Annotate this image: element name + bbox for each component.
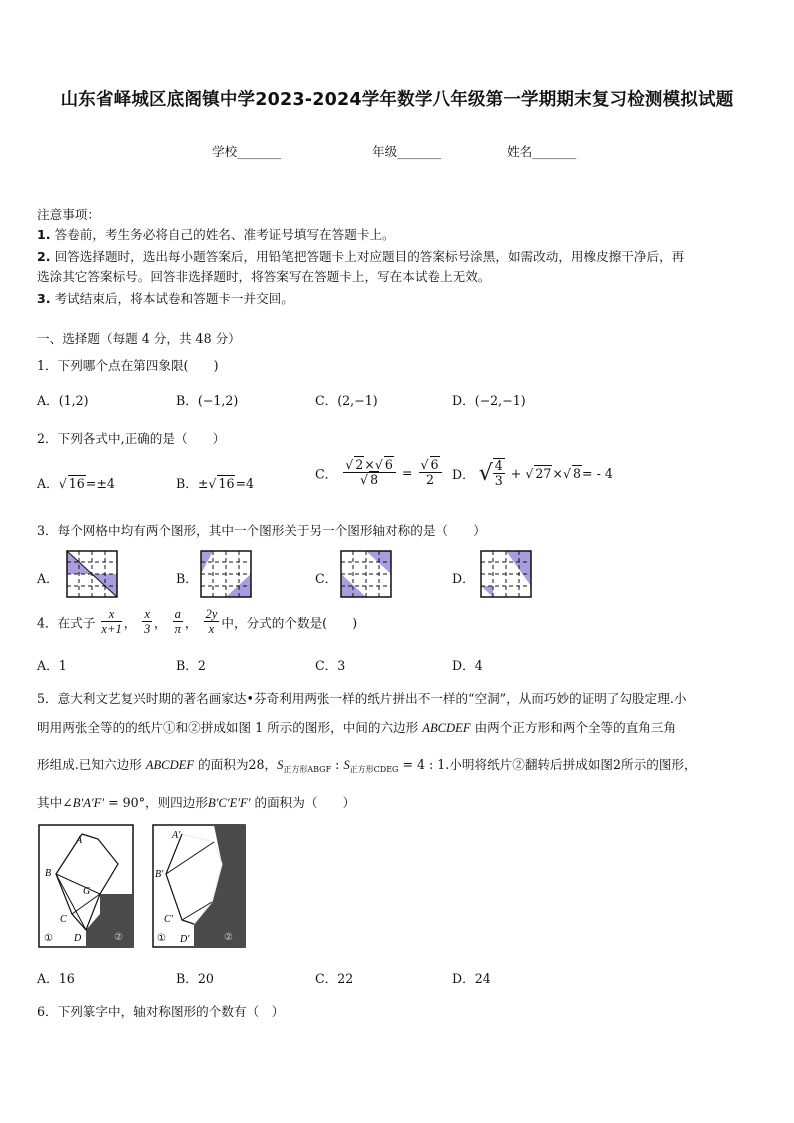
notes-heading: 注意事项： (37, 207, 100, 222)
page-title: 山东省峄城区底阁镇中学2023-2024学年数学八年级第一学期期末复习检测模拟试题 (60, 90, 734, 110)
note-1-text: 答卷前，考生务必将自己的姓名、准考证号填写在答题卡上。 (54, 227, 395, 242)
q5-line-3: 形组成.已知六边形 ABCDEF 的面积为28，$S_{正方形ABGF}$ : $S_{正方形CDEG} = 4$ : 1.小明将纸片②翻转后拼成如图2所示的图形， (37, 757, 697, 774)
q5-option-c: C．22 (315, 971, 354, 986)
q4-option-c: C．3 (315, 658, 346, 673)
fig1-label-2: ② (114, 932, 123, 943)
q5-line-4: 其中∠B′A′F′ = 90°，则四边形B′C′E′F′ 的面积为（ ） (37, 795, 356, 810)
q1-c-value: (2,−1) (337, 393, 378, 408)
name-field: 姓名_______ (507, 144, 577, 159)
q3-grid-c (340, 550, 392, 598)
q5-option-a: A．16 (37, 971, 75, 986)
q2-option-b: B．±√ 16=4 (176, 476, 255, 491)
q2-option-d: D． √ $\frac{4}{3}$ + √ 27×√ 8= - 4 (452, 458, 613, 489)
q3-grid-d (480, 550, 532, 598)
q3-option-b-label: B． (176, 571, 198, 586)
note-1 (37, 224, 395, 243)
q5-figure-2 (152, 824, 246, 948)
q1-d-value: (−2,−1) (474, 393, 526, 408)
grid-d-shape-2 (481, 586, 493, 597)
q1-option-b: B．(−1,2) (176, 393, 239, 408)
note-2-text: 回答选择题时，选出每小题答案后，用铅笔把答题卡上对应题目的答案标号涂黑，如需改动，用橡皮擦干净后，再 (54, 249, 685, 264)
q1-option-a: A．(1,2) (37, 393, 89, 408)
q4-stem: 4．在式子 $\frac{x}{x+1}$ ， $\frac{x}{3}$ ， $\frac{a}{\pi}$ ， $\frac{2y}{x}$ 中，分式的个数是( ) (37, 607, 358, 637)
q3-option-d-label: D． (452, 571, 475, 586)
fig1-label-a: A (76, 835, 83, 846)
fig2-label-c: C′ (164, 914, 173, 925)
q1-a-value: (1,2) (58, 393, 89, 408)
section-heading: 一、选择题（每题 4 分，共 48 分） (37, 331, 241, 346)
q4-option-b: B．2 (176, 658, 206, 673)
q3-grid-b (200, 550, 252, 598)
q6-stem: 6．下列篆字中，轴对称图形的个数有（ ） (37, 1004, 285, 1019)
q4-option-a: A．1 (37, 658, 67, 673)
note-1-num: 1. (37, 227, 51, 242)
q1-b-value: (−1,2) (197, 393, 239, 408)
fig1-label-d: D (74, 933, 82, 944)
fig1-label-1: ① (44, 933, 53, 944)
q3-option-c-label: C． (315, 571, 338, 586)
fig2-label-1: ① (157, 933, 166, 944)
q1-option-d: D．(−2,−1) (452, 393, 526, 408)
fig2-label-d: D′ (180, 934, 190, 945)
fig2-label-b: B′ (155, 869, 164, 880)
grade-field: 年级_______ (372, 144, 442, 159)
fig2-label-2: ② (224, 932, 233, 943)
q1-option-c: C．(2,−1) (315, 393, 378, 408)
q5-option-b: B．20 (176, 971, 214, 986)
fig1-label-b: B (45, 868, 52, 879)
q2-stem: 2．下列各式中,正确的是（ ） (37, 431, 226, 446)
school-field: 学校_______ (212, 144, 282, 159)
q2-option-a: A．√ 16=±4 (37, 476, 115, 491)
q3-option-a-label: A． (37, 571, 59, 586)
note-2-cont: 选涂其它答案标号。回答非选择题时，将答案写在答题卡上，写在本试卷上无效。 (37, 269, 491, 284)
fig1-label-g: G (83, 886, 91, 897)
q3-stem: 3．每个网格中均有两个图形，其中一个图形关于另一个图形轴对称的是（ ） (37, 523, 486, 538)
note-3-num: 3. (37, 291, 51, 306)
q3-grid-a (66, 550, 118, 598)
q1-stem: 1．下列哪个点在第四象限( ) (37, 358, 219, 373)
note-2-num: 2. (37, 249, 51, 264)
q5-figure-1 (38, 824, 134, 948)
fig1-label-c: C (60, 914, 67, 925)
q5-line-1: 5．意大利文艺复兴时期的著名画家达•芬奇利用两张一样的纸片拼出不一样的“空洞”，从而巧妙的证明了勾股定理.小 (37, 691, 687, 706)
note-3-text: 考试结束后，将本试卷和答题卡一并交回。 (54, 291, 294, 306)
q5-line-2: 明用两张全等的的纸片①和②拼成如图 1 所示的图形，中间的六边形 ABCDEF 由两个正方形和两个全等的直角三角 (37, 720, 677, 735)
note-3 (37, 288, 294, 307)
q5-option-d: D．24 (452, 971, 491, 986)
q2-option-c: C． $\frac{√ 2\times√ 6}{√ 8}$ = $\frac{√ 6}{2}$ (315, 458, 444, 488)
q4-option-d: D．4 (452, 658, 483, 673)
note-2 (37, 246, 684, 265)
fig2-label-a: A′ (172, 830, 181, 841)
